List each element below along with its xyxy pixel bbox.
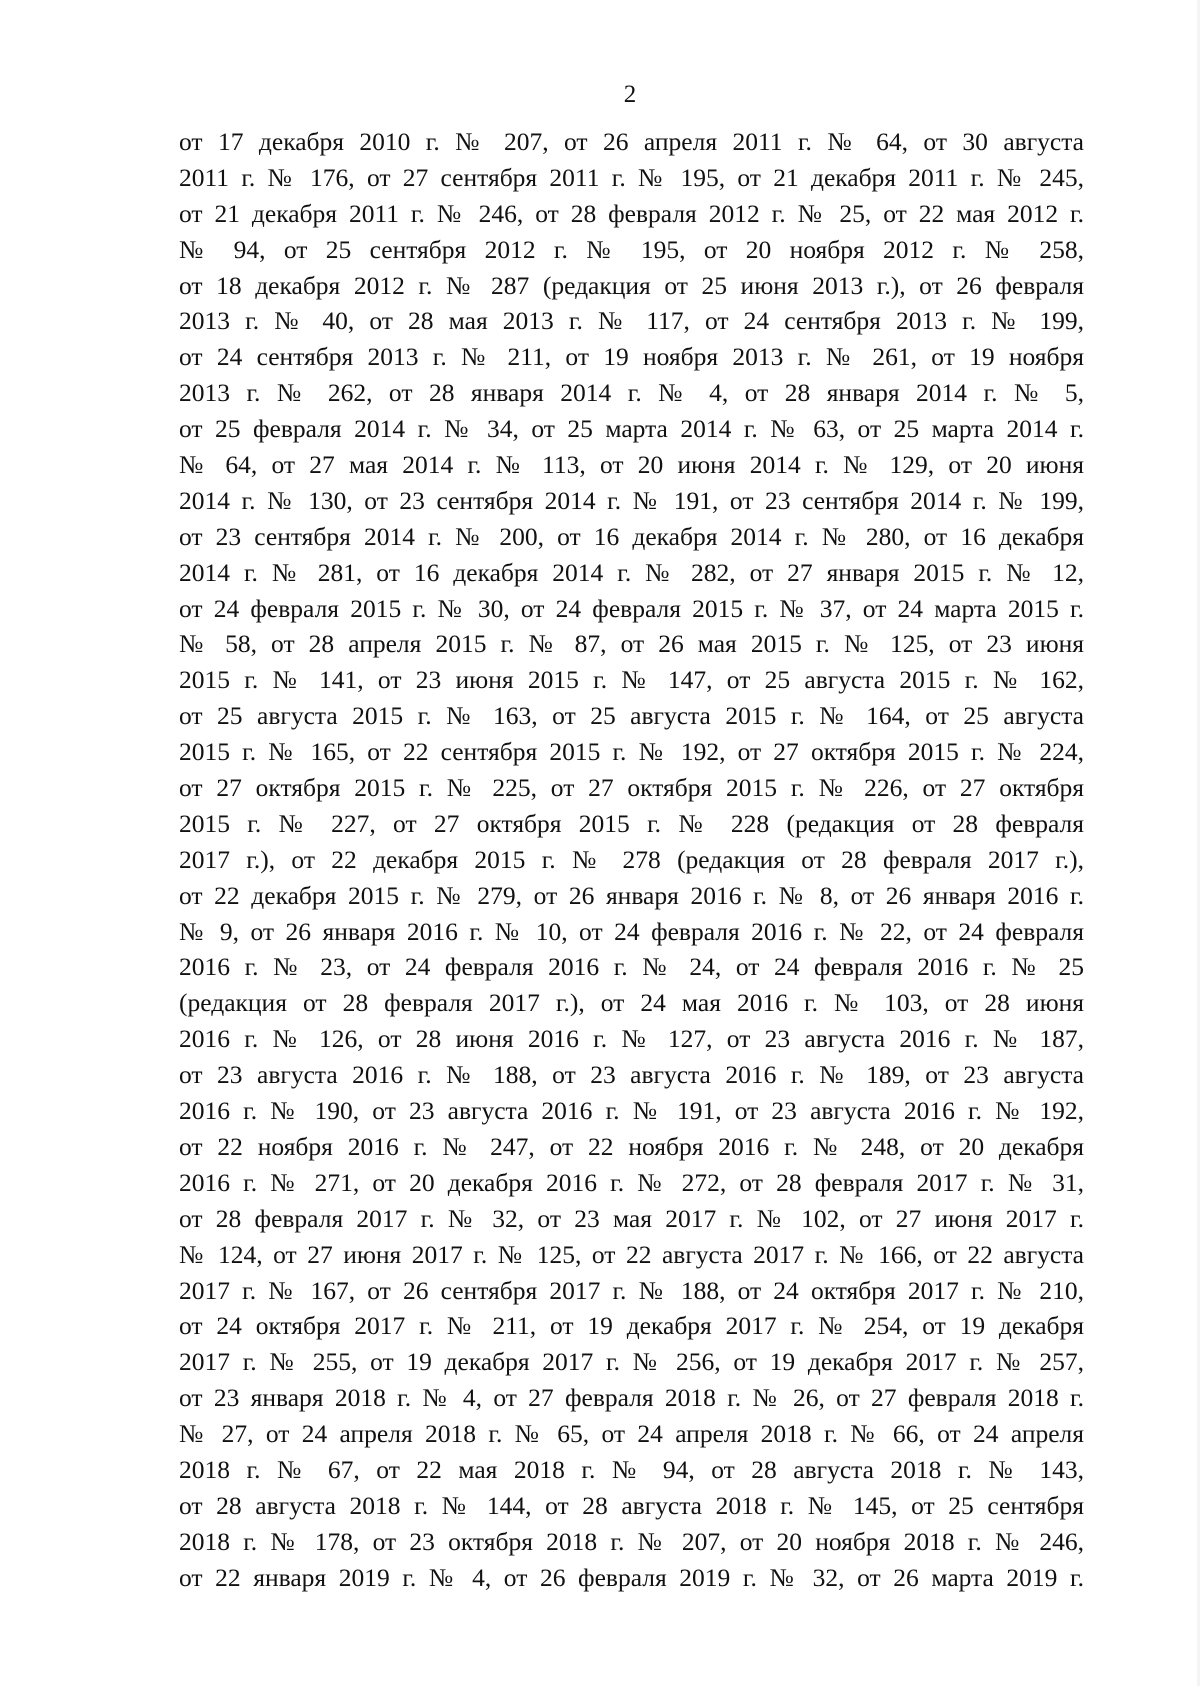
text-line: 2016 г. № 271, от 20 декабря 2016 г. № 272, от 28 февраля 2017 г. № 31, bbox=[179, 1167, 1084, 1197]
text-line: 2017 г. № 255, от 19 декабря 2017 г. № 256, от 19 декабря 2017 г. № 257, bbox=[179, 1347, 1084, 1377]
text-line: от 21 декабря 2011 г. № 246, от 28 февраля 2012 г. № 25, от 22 мая 2012 г. bbox=[179, 198, 1084, 228]
text-line: 2016 г. № 190, от 23 августа 2016 г. № 191, от 23 августа 2016 г. № 192, bbox=[179, 1096, 1084, 1126]
text-line: от 23 августа 2016 г. № 188, от 23 августа 2016 г. № 189, от 23 августа bbox=[179, 1060, 1084, 1090]
text-line: 2014 г. № 281, от 16 декабря 2014 г. № 282, от 27 января 2015 г. № 12, bbox=[179, 557, 1084, 587]
text-line: от 22 января 2019 г. № 4, от 26 февраля 2019 г. № 32, от 26 марта 2019 г. bbox=[179, 1562, 1084, 1592]
text-line: № 94, от 25 сентября 2012 г. № 195, от 20 ноября 2012 г. № 258, bbox=[179, 234, 1084, 264]
text-line: от 28 февраля 2017 г. № 32, от 23 мая 2017 г. № 102, от 27 июня 2017 г. bbox=[179, 1203, 1084, 1233]
text-line: № 27, от 24 апреля 2018 г. № 65, от 24 апреля 2018 г. № 66, от 24 апреля bbox=[179, 1419, 1084, 1449]
text-line: 2018 г. № 178, от 23 октября 2018 г. № 207, от 20 ноября 2018 г. № 246, bbox=[179, 1526, 1084, 1556]
text-line: 2014 г. № 130, от 23 сентября 2014 г. № 191, от 23 сентября 2014 г. № 199, bbox=[179, 485, 1084, 515]
text-line: 2015 г. № 141, от 23 июня 2015 г. № 147, от 25 августа 2015 г. № 162, bbox=[179, 665, 1084, 695]
text-line: 2016 г. № 126, от 28 июня 2016 г. № 127, от 23 августа 2016 г. № 187, bbox=[179, 1024, 1084, 1054]
text-line: № 64, от 27 мая 2014 г. № 113, от 20 июня 2014 г. № 129, от 20 июня bbox=[179, 450, 1084, 480]
text-line: от 25 августа 2015 г. № 163, от 25 августа 2015 г. № 164, от 25 августа bbox=[179, 701, 1084, 731]
body-text bbox=[179, 124, 1084, 1596]
text-line: 2018 г. № 67, от 22 мая 2018 г. № 94, от 28 августа 2018 г. № 143, bbox=[179, 1454, 1084, 1484]
text-line: 2013 г. № 262, от 28 января 2014 г. № 4, от 28 января 2014 г. № 5, bbox=[179, 378, 1084, 408]
text-line: от 23 января 2018 г. № 4, от 27 февраля 2018 г. № 26, от 27 февраля 2018 г. bbox=[179, 1383, 1084, 1413]
text-line: от 27 октября 2015 г. № 225, от 27 октября 2015 г. № 226, от 27 октября bbox=[179, 773, 1084, 803]
text-line: № 124, от 27 июня 2017 г. № 125, от 22 августа 2017 г. № 166, от 22 августа bbox=[179, 1239, 1084, 1269]
text-line: 2013 г. № 40, от 28 мая 2013 г. № 117, от 24 сентября 2013 г. № 199, bbox=[179, 306, 1084, 336]
text-line: от 18 декабря 2012 г. № 287 (редакция от 25 июня 2013 г.), от 26 февраля bbox=[179, 270, 1084, 300]
text-line: от 24 сентября 2013 г. № 211, от 19 ноября 2013 г. № 261, от 19 ноября bbox=[179, 342, 1084, 372]
text-line: № 9, от 26 января 2016 г. № 10, от 24 февраля 2016 г. № 22, от 24 февраля bbox=[179, 916, 1084, 946]
text-line: (редакция от 28 февраля 2017 г.), от 24 мая 2016 г. № 103, от 28 июня bbox=[179, 988, 1084, 1018]
text-line: от 25 февраля 2014 г. № 34, от 25 марта 2014 г. № 63, от 25 марта 2014 г. bbox=[179, 414, 1084, 444]
text-line: 2017 г. № 167, от 26 сентября 2017 г. № 188, от 24 октября 2017 г. № 210, bbox=[179, 1275, 1084, 1305]
text-line: 2015 г. № 165, от 22 сентября 2015 г. № 192, от 27 октября 2015 г. № 224, bbox=[179, 737, 1084, 767]
text-line: 2011 г. № 176, от 27 сентября 2011 г. № 195, от 21 декабря 2011 г. № 245, bbox=[179, 162, 1084, 192]
page-number: 2 bbox=[623, 81, 637, 108]
text-line: от 17 декабря 2010 г. № 207, от 26 апреля 2011 г. № 64, от 30 августа bbox=[179, 127, 1084, 156]
text-line: от 22 ноября 2016 г. № 247, от 22 ноября 2016 г. № 248, от 20 декабря bbox=[179, 1131, 1084, 1161]
text-line: от 28 августа 2018 г. № 144, от 28 августа 2018 г. № 145, от 25 сентября bbox=[179, 1490, 1084, 1520]
text-line: от 23 сентября 2014 г. № 200, от 16 декабря 2014 г. № 280, от 16 декабря bbox=[179, 521, 1084, 551]
text-line: от 24 октября 2017 г. № 211, от 19 декабря 2017 г. № 254, от 19 декабря bbox=[179, 1311, 1084, 1341]
text-line: 2015 г. № 227, от 27 октября 2015 г. № 228 (редакция от 28 февраля bbox=[179, 808, 1084, 838]
text-line: от 24 февраля 2015 г. № 30, от 24 февраля 2015 г. № 37, от 24 марта 2015 г. bbox=[179, 593, 1084, 623]
text-line: № 58, от 28 апреля 2015 г. № 87, от 26 мая 2015 г. № 125, от 23 июня bbox=[179, 629, 1084, 659]
text-line: 2017 г.), от 22 декабря 2015 г. № 278 (редакция от 28 февраля 2017 г.), bbox=[179, 844, 1084, 874]
text-line: 2016 г. № 23, от 24 февраля 2016 г. № 24, от 24 февраля 2016 г. № 25 bbox=[179, 952, 1084, 982]
text-line: от 22 декабря 2015 г. № 279, от 26 января 2016 г. № 8, от 26 января 2016 г. bbox=[179, 880, 1084, 910]
